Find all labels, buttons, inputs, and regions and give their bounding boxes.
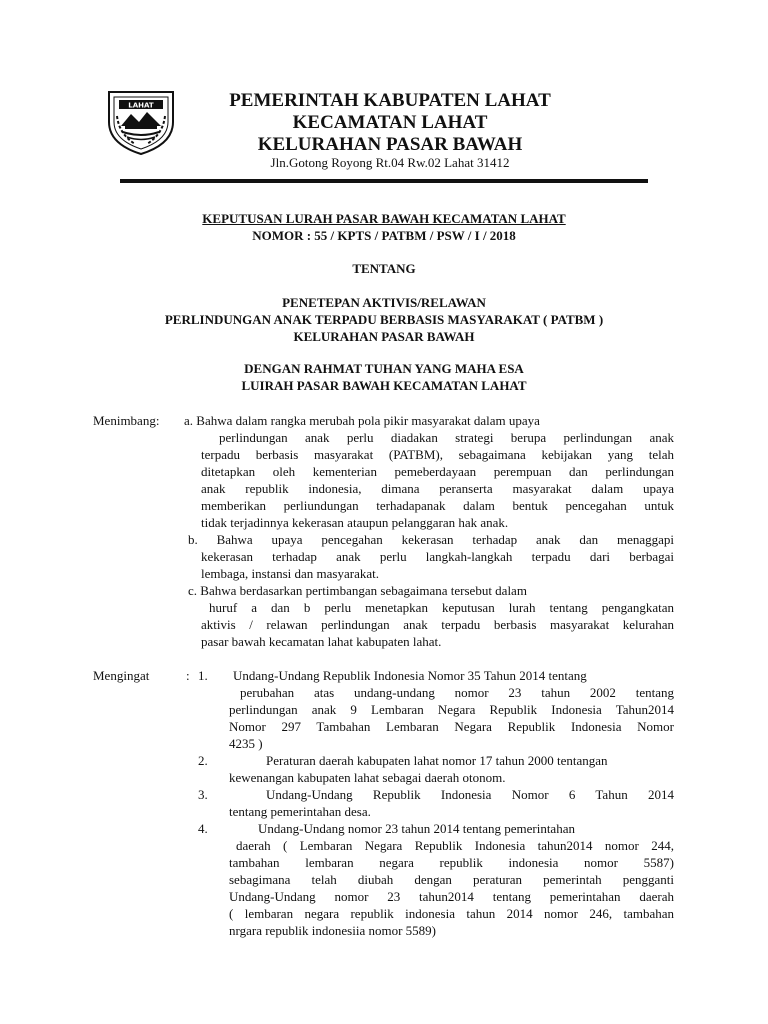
mengingat-item-line: perlindungan anak 9 Lembaran Negara Republik Indonesia Tahun2014 [229, 702, 674, 717]
letterhead-address: Jln.Gotong Royong Rt.04 Rw.02 Lahat 31412 [270, 155, 510, 170]
menimbang-b-line: kekerasan terhadap anak perlu langkah-langkah terpadu dari berbagai [201, 549, 674, 564]
mengingat-item-line: Undang-Undang nomor 23 tahun2014 tentang pemerintahan daerah [229, 889, 674, 904]
menimbang-c-line: aktivis / relawan perlindungan anak terpadu berbasis masyarakat kelurahan [201, 617, 674, 632]
menimbang-label: Menimbang: [93, 413, 160, 428]
mengingat-item-line: ( lembaran negara republik indonesia tahun 2014 nomor 246, tambahan [229, 906, 674, 921]
mengingat-item-last: kewenangan kabupaten lahat sebagai daerah otonom. [229, 770, 506, 785]
mengingat-item-last: 4235 ) [229, 736, 263, 751]
mengingat-item-num: 4. [198, 821, 208, 836]
menimbang-a-line: terpadu berbasis masyarakat (PATBM), sebagaimana kebijakan yang telah [201, 447, 674, 462]
mengingat-item-first: Undang-Undang Republik Indonesia Nomor 6 Tahun 2014 [266, 787, 674, 802]
letterhead-line-3: KELURAHAN PASAR BAWAH [257, 134, 523, 155]
mengingat-colon: : [186, 668, 190, 683]
menimbang-a-first: a. Bahwa dalam rangka merubah pola pikir masyarakat dalam upaya [184, 413, 540, 428]
decree-tentang: TENTANG [352, 261, 416, 276]
menimbang-a-line: memberikan perliundungan terhadapanak dalam bentuk pencegahan untuk [201, 498, 674, 513]
menimbang-a-line: anak republik indonesia, dimana peranserta masyarakat dalam upaya [201, 481, 674, 496]
decree-subject-3: KELURAHAN PASAR BAWAH [293, 329, 475, 344]
decree-subject-1: PENETEPAN AKTIVIS/RELAWAN [282, 295, 486, 310]
regency-emblem-icon [105, 86, 177, 156]
menimbang-c-first: c. Bahwa berdasarkan pertimbangan sebagaimana tersebut dalam [188, 583, 527, 598]
mengingat-item-first: Undang-Undang nomor 23 tahun 2014 tentang pemerintahan [258, 821, 575, 836]
menimbang-c-last: pasar bawah kecamatan lahat kabupaten lahat. [201, 634, 442, 649]
menimbang-a-line: ditetapkan oleh kementerian pemeberdayaan perempuan dan perlindungan [201, 464, 674, 479]
decree-grace-2: LUIRAH PASAR BAWAH KECAMATAN LAHAT [241, 378, 527, 393]
mengingat-label: Mengingat [93, 668, 150, 683]
mengingat-item-line: Nomor 297 Tambahan Lembaran Negara Republik Indonesia Nomor [229, 719, 674, 734]
mengingat-item-last: nrgara republik indonesiia nomor 5589) [229, 923, 436, 938]
mengingat-item-line: tambahan lembaran negara republik indonesia nomor 5587) [229, 855, 674, 870]
letterhead-line-1: PEMERINTAH KABUPATEN LAHAT [229, 90, 551, 111]
decree-title: KEPUTUSAN LURAH PASAR BAWAH KECAMATAN LAHAT [202, 211, 566, 226]
menimbang-b-first: b. Bahwa upaya pencegahan kekerasan terhadap anak dan menaggapi [188, 532, 674, 547]
menimbang-b-last: lembaga, instansi dan masyarakat. [201, 566, 379, 581]
decree-grace-1: DENGAN RAHMAT TUHAN YANG MAHA ESA [244, 361, 524, 376]
menimbang-a-line: perlindungan anak perlu diadakan strategi berupa perlindungan anak [219, 430, 674, 445]
mengingat-item-line: perubahan atas undang-undang nomor 23 tahun 2002 tentang [240, 685, 674, 700]
mengingat-item-line: daerah ( Lembaran Negara Republik Indonesia tahun2014 nomor 244, [236, 838, 674, 853]
mengingat-item-last: tentang pemerintahan desa. [229, 804, 371, 819]
emblem-label: LAHAT [128, 101, 154, 110]
decree-number: NOMOR : 55 / KPTS / PATBM / PSW / I / 2018 [252, 228, 516, 243]
menimbang-a-last: tidak terjadinnya kekerasan ataupun pelanggaran hak anak. [201, 515, 509, 530]
mengingat-item-line: sebagimana telah diubah dengan peraturan pemerintah pengganti [229, 872, 674, 887]
mengingat-item-first: Undang-Undang Republik Indonesia Nomor 35 Tahun 2014 tentang [233, 668, 587, 683]
mengingat-item-num: 3. [198, 787, 208, 802]
letterhead-line-2: KECAMATAN LAHAT [292, 112, 488, 133]
menimbang-c-line: huruf a dan b perlu menetapkan keputusan lurah tentang pengangkatan [209, 600, 674, 615]
decree-subject-2: PERLINDUNGAN ANAK TERPADU BERBASIS MASYARAKAT ( PATBM ) [164, 312, 604, 327]
mengingat-item-num: 2. [198, 753, 208, 768]
mengingat-item-num: 1. [198, 668, 208, 683]
letterhead-divider [120, 179, 648, 183]
mengingat-item-first: Peraturan daerah kabupaten lahat nomor 17 tahun 2000 tentangan [266, 753, 608, 768]
